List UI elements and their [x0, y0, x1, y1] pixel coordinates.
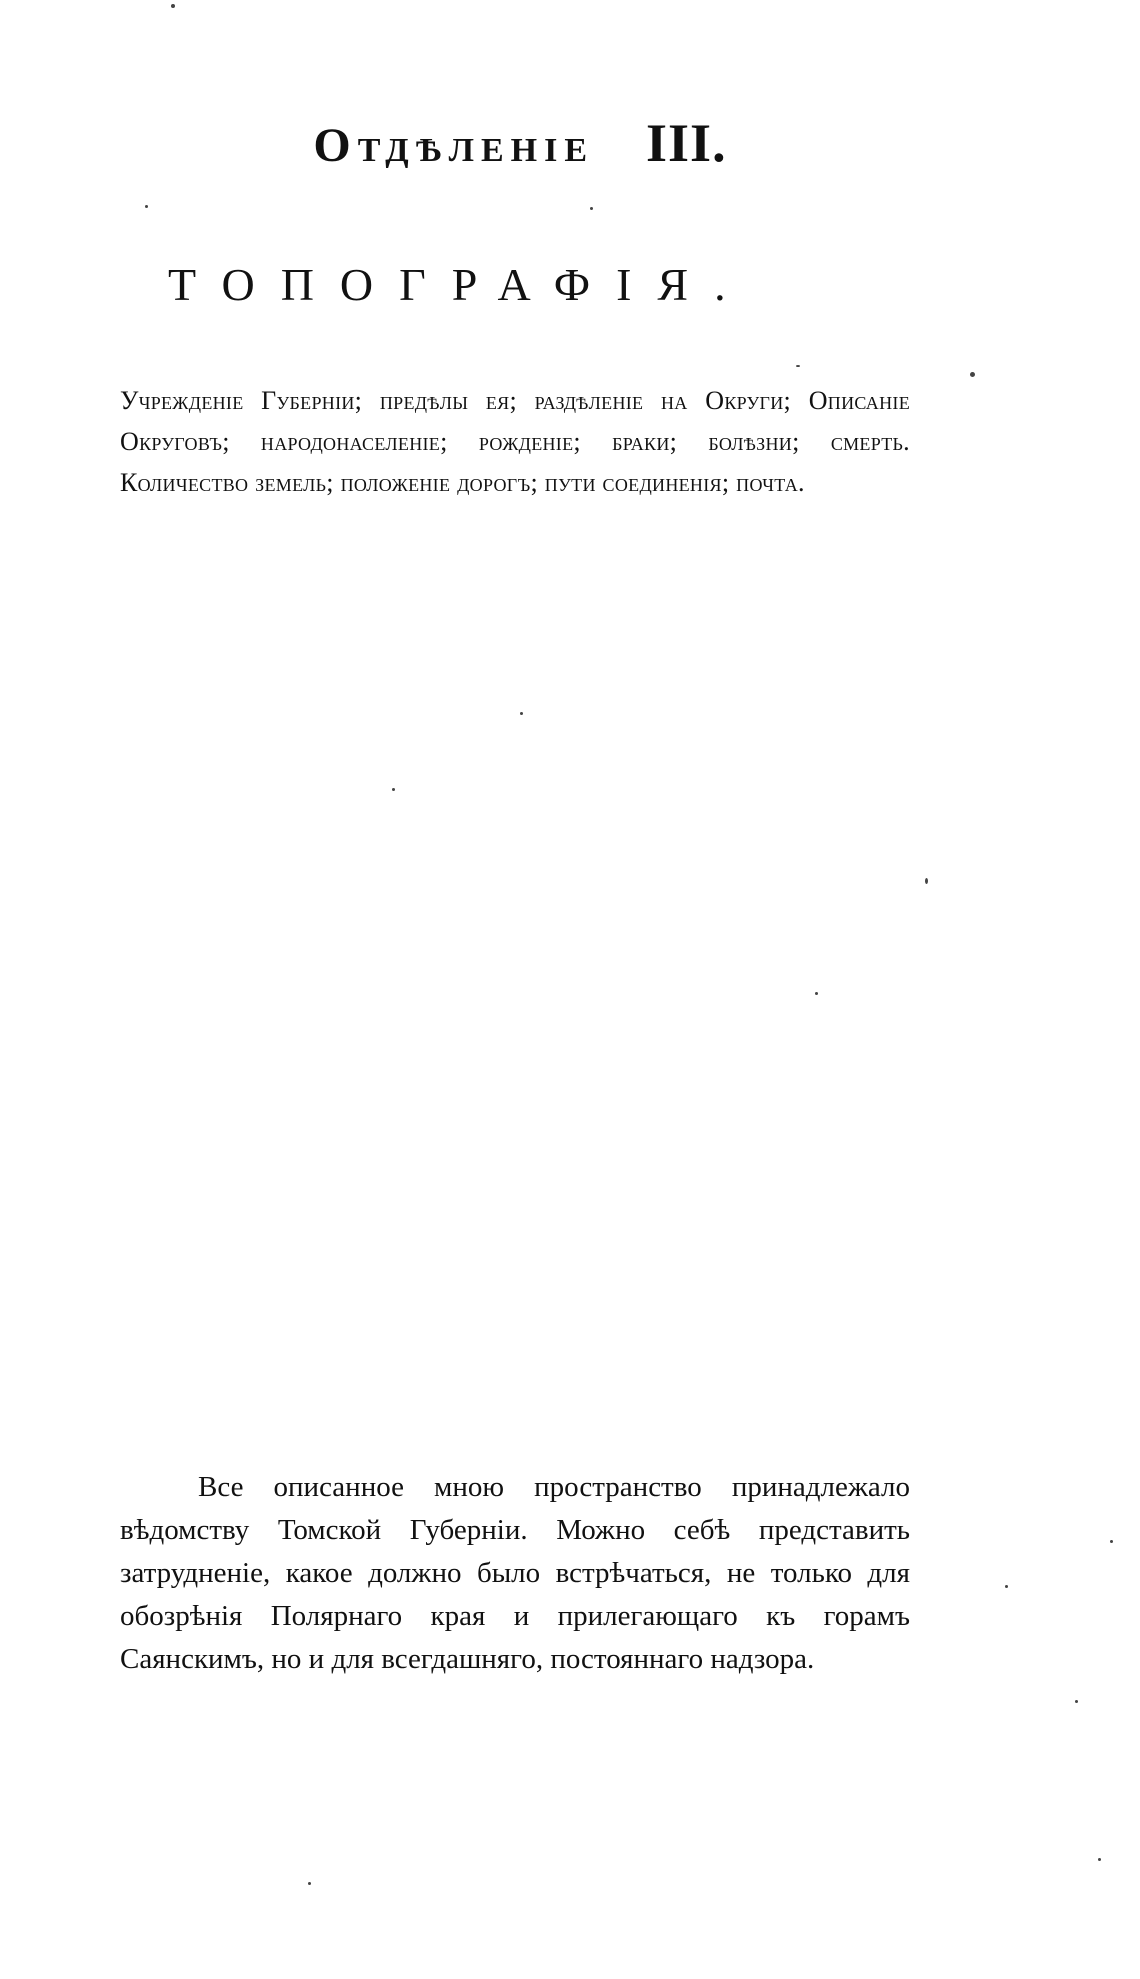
scan-speck	[815, 992, 818, 995]
scan-speck	[308, 1882, 311, 1885]
scan-speck	[392, 788, 395, 791]
section-heading	[0, 112, 1040, 174]
scan-speck	[1005, 1585, 1008, 1588]
scan-speck	[145, 205, 148, 208]
chapter-summary: Учрежденіе Губерніи; предѣлы ея; раздѣленіе на Округи; Описаніе Округовъ; народонаселеніе; рожденіе; браки; болѣзни; смерть. Количество земель; положеніе дорогъ; пути соединенія; почта.	[120, 386, 910, 497]
scan-speck	[520, 712, 523, 715]
scan-speck	[1110, 1540, 1113, 1543]
scan-speck	[171, 4, 175, 8]
scan-speck	[1098, 1858, 1101, 1861]
section-heading-word: Отдѣленіе	[313, 119, 595, 172]
section-heading-numeral: III.	[646, 113, 727, 173]
scan-speck	[970, 372, 975, 377]
body-paragraph: Все описанное мною пространство принадлежало вѣдомству Томской Губерніи. Можно себѣ представить затрудненіе, какое должно было встрѣчаться, не только для обозрѣнія Полярнаго края и прилегающаго къ горамъ Саянскимъ, но и для всегдашняго, постояннаго надзора.	[120, 1471, 910, 1675]
chapter-title: ТОПОГРАФІЯ.	[168, 259, 752, 310]
scan-speck	[1075, 1700, 1078, 1703]
scan-speck	[796, 365, 800, 367]
scan-speck	[925, 878, 928, 884]
scan-speck	[590, 207, 593, 210]
